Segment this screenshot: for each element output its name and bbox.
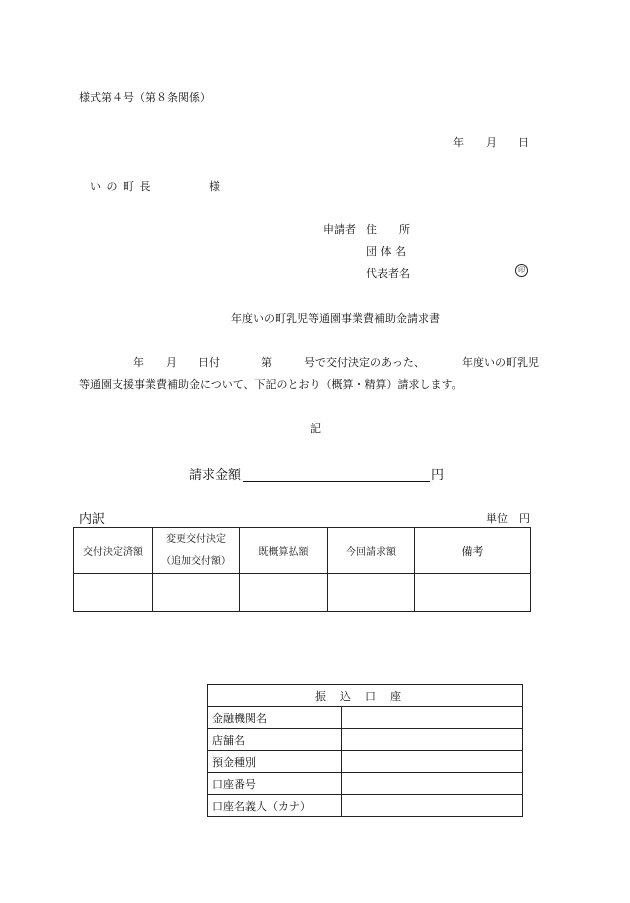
- ki-mark: 記: [310, 422, 321, 435]
- bank-row: [208, 751, 523, 773]
- account-holder-field[interactable]: [342, 795, 523, 817]
- bank-account-table: [207, 684, 523, 817]
- addressee-honorific: 様: [209, 180, 220, 193]
- bank-row: [208, 795, 523, 817]
- bank-name-label: 金融機関名: [208, 707, 342, 729]
- request-amount-line[interactable]: [243, 481, 430, 482]
- body-day: 日付: [198, 356, 220, 369]
- unit-label: 単位 円: [486, 512, 530, 525]
- document-title: 年度いの町乳児等通園事業費補助金請求書: [231, 312, 440, 325]
- breakdown-label: 内訳: [79, 512, 106, 527]
- breakdown-value-row: [74, 574, 531, 612]
- form-number: 様式第４号（第８条関係）: [79, 91, 211, 104]
- request-amount-unit: 円: [431, 468, 445, 483]
- deposit-type-field[interactable]: [342, 751, 523, 773]
- account-holder-label: 口座名義人（カナ）: [208, 795, 342, 817]
- applicant-role: 申請者: [323, 223, 356, 236]
- date-day-label: 日: [518, 136, 529, 149]
- value-current-request[interactable]: [328, 574, 415, 612]
- bank-name-field[interactable]: [342, 707, 523, 729]
- value-issued-amount[interactable]: [74, 574, 153, 612]
- header-changed-line1: 変更交付決定: [166, 533, 226, 545]
- body-year: 年: [133, 356, 144, 369]
- group-name-label: 団 体 名: [366, 245, 406, 258]
- body-decision: 号で交付決定のあった、: [304, 356, 425, 369]
- body-line2: 等通園支援事業費補助金について、下記のとおり（概算・精算）請求します。: [79, 378, 463, 391]
- deposit-type-label: 預金種別: [208, 751, 342, 773]
- date-month-label: 月: [486, 136, 497, 149]
- seal-mark: 印: [515, 264, 528, 277]
- addressee-name: い の 町 長: [90, 180, 152, 193]
- branch-label: 店舗名: [208, 729, 342, 751]
- request-amount-label: 請求金額: [189, 468, 242, 483]
- header-issued-amount: 交付決定済額: [74, 528, 153, 574]
- date-year-label: 年: [453, 136, 464, 149]
- bank-title-row: [208, 685, 523, 707]
- body-month: 月: [166, 356, 177, 369]
- header-changed-decision: [153, 528, 240, 574]
- branch-field[interactable]: [342, 729, 523, 751]
- bank-row: [208, 707, 523, 729]
- header-remarks: 備考: [415, 528, 531, 574]
- breakdown-header-row: [74, 528, 531, 574]
- value-prior-payment[interactable]: [240, 574, 328, 612]
- value-remarks[interactable]: [415, 574, 531, 612]
- bank-row: [208, 773, 523, 795]
- body-dai: 第: [261, 356, 272, 369]
- account-number-field[interactable]: [342, 773, 523, 795]
- address-label: 住 所: [366, 223, 410, 236]
- body-fiscal: 年度いの町乳児: [462, 356, 539, 369]
- value-changed-decision[interactable]: [153, 574, 240, 612]
- representative-label: 代表者名: [366, 267, 410, 280]
- header-prior-payment: 既概算払額: [240, 528, 328, 574]
- bank-row: [208, 729, 523, 751]
- account-number-label: 口座番号: [208, 773, 342, 795]
- bank-title: 振込口座: [208, 685, 523, 707]
- header-changed-line2: （追加交付額）: [161, 555, 231, 567]
- breakdown-table: [73, 527, 531, 612]
- header-current-request: 今回請求額: [328, 528, 415, 574]
